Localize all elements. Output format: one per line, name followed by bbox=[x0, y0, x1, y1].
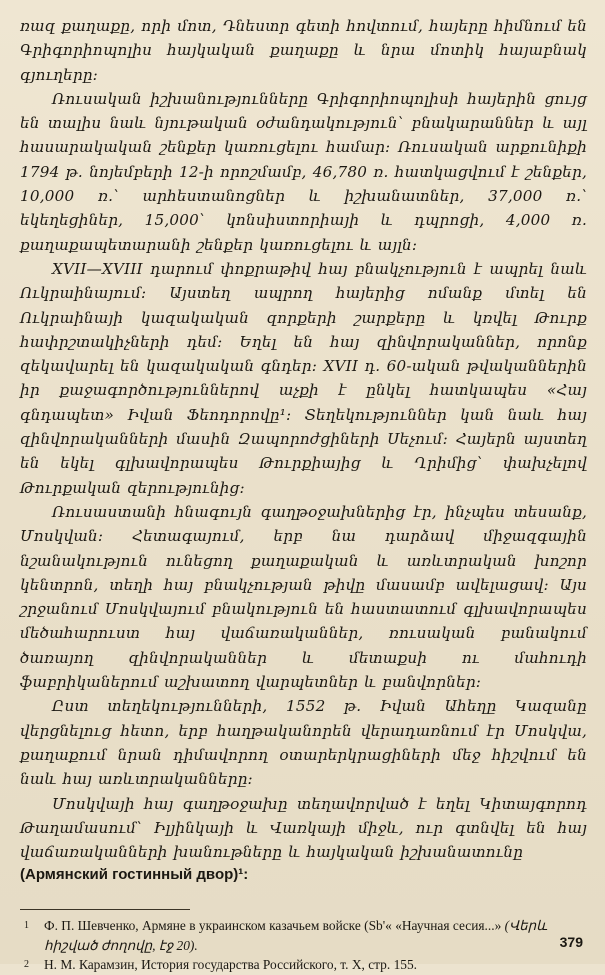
footnote-text: Н. М. Карамзин, История государства Российского, т. X, стр. 155. bbox=[44, 957, 417, 973]
body-text bbox=[20, 14, 587, 883]
footnote-armenian: (Վերև հիշված ժողովը, էջ 20). bbox=[44, 918, 548, 953]
paragraph-5: Ըստ տեղեկությունների, 1552 թ. Իվան Ահեղը Կազանը վերցնելուց հետո, երբ հաղթականորեն վերադառնում էր Մոսկվա, քաղաքում նրան դիմավորող օտարերկրացիների մեջ հիշվում են նաև հայ առևտրականները: bbox=[20, 697, 587, 789]
footnote-1 bbox=[24, 916, 587, 955]
paragraph-6: Մոսկվայի հայ գաղթօջախը տեղավորված է եղել Կիտայգորոդ Թաղամասում՝ Իլյինկայի և Վառկայի միջև, ուր գտնվել են հայ վաճառականների խանութները և հայկական իշխանատունը bbox=[20, 794, 587, 862]
paragraph-4: Ռուսաստանի հնագույն գաղթօջախներից էր, ինչպես տեսանք, Մոսկվան: Հետագայում, երբ նա դարձավ միջազգային նշանակություն ունեցող քաղաքական և առևտրական խոշոր կենտրոն, տեղի հայ բնակչության թիվը մասամբ ավելացավ: Այս շրջանում Մոսկվայում բնակություն են հաստատում գլխավորապես մեծահարուստ հայ վաճառականներ, ռուսական բանակում ծառայող զինվորականներ և մետաքսի ու մահուդի ֆաբրիկաներում աշխատող վարպետներ և բանվորներ: bbox=[20, 502, 587, 692]
footnotes bbox=[20, 916, 587, 975]
page-number: 379 bbox=[559, 934, 583, 950]
paragraph-2: Ռուսական իշխանությունները Գրիգորիոպոլիսի հայերին ցույց են տալիս նաև նյութական օժանդակություն՝ բնակարաններ և այլ հասարակական շենքեր կառուցելու համար: Ռուսական արքունիքի 1794 թ. նոյեմբերի 12-ի որոշմամբ, 46,780 ռ. հատկացվում է շենքեր, 10,000 ռ.՝ արհեստանոցներ և իշխանատներ, 37,000 ռ.՝ եկեղեցիներ, 15,000՝ կոնսիստորիայի և դպրոցի, 4,000 ռ. քաղաքապետարանի շենքեր կառուցելու և այլն: bbox=[20, 89, 587, 254]
paragraph-1: ռազ քաղաքը, որի մոտ, Դնեստր գետի հովտում, հայերը հիմնում են Գրիգորիոպոլիս հայկական քաղաքը և նրա մոտիկ հայաբնակ գյուղերը: bbox=[20, 17, 587, 84]
footnote-number: 1 bbox=[24, 920, 29, 932]
footnote-text: Ф. П. Шевченко, Армяне в украинском казачьем войске (Sb'« «Научная сесия...» bbox=[44, 918, 502, 934]
footnote-number: 2 bbox=[24, 959, 29, 971]
footnote-divider bbox=[20, 909, 190, 910]
footnote-2 bbox=[24, 955, 587, 975]
paragraph-3: XVII—XVIII դարում փոքրաթիվ հայ բնակչություն է ապրել նաև Ուկրաինայում: Այստեղ ապրող հայերից ոմանք մտել են Ուկրաինայի կազակական զորքերի շարքերը և կռվել Թուրք հափրշտակիչների դեմ: Եղել են հայ զինվորականներ, որոնք զեկավարել են կազակական գնդեր: XVII դ. 60-ական թվականներին իր քաջագործություններով աչքի է ընկել հատկապես «Հայ գնդապետ» Իվան Ֆեոդորովը¹: Տեղեկություններ կան նաև հայ զինվորականների մասին Զապորոժցիների Սեչում: Հայերն այստեղ են եկել գլխավորապես Թուրքիայից և Ղրիմից՝ փախչելով Թուրքական զերությունից: bbox=[20, 259, 587, 497]
russian-tail-text: (Армянский гостинный двор)¹: bbox=[20, 866, 249, 884]
